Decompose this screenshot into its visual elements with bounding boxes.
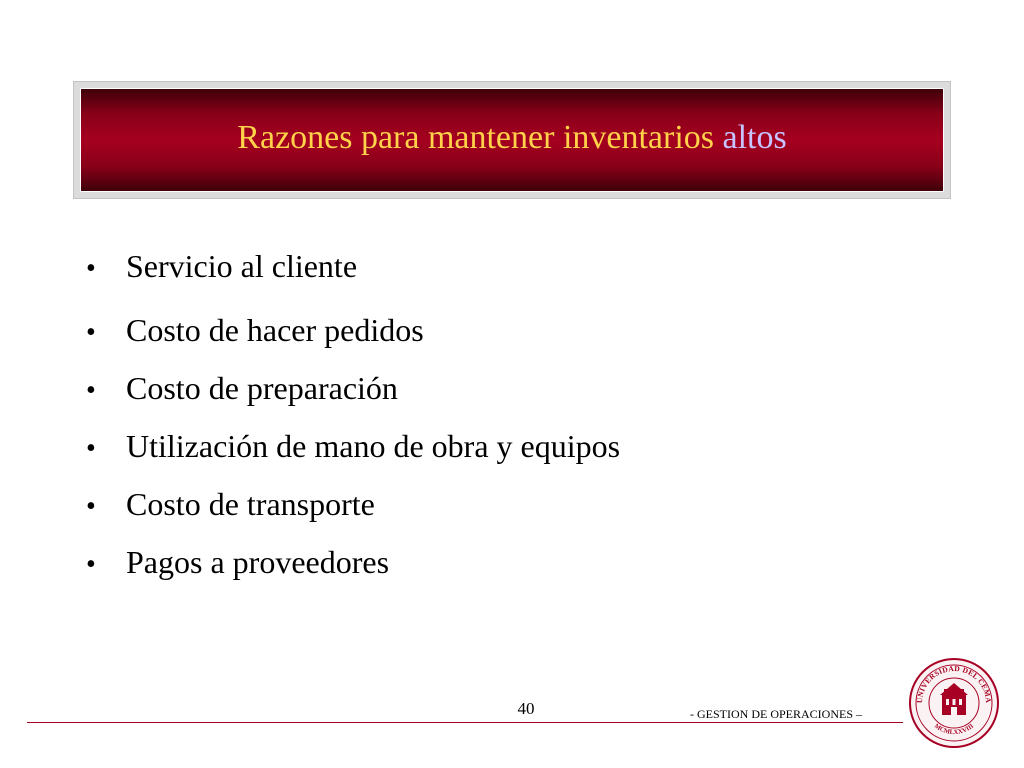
title-bar: [80, 88, 944, 192]
bullet-item: [86, 304, 620, 362]
bullet-icon: •: [86, 253, 96, 284]
seal-text-bottom: MCMLXXVIII: [932, 722, 976, 737]
bullet-list: [86, 240, 620, 594]
bullet-text: Costo de transporte: [126, 486, 375, 522]
bullet-text: Pagos a proveedores: [126, 544, 390, 580]
bullet-icon: •: [86, 433, 96, 464]
bullet-icon: •: [86, 549, 96, 580]
bullet-item: [86, 362, 620, 420]
seal-text-top: UNIVERSIDAD DEL CEMA: [914, 663, 994, 704]
bullet-item: [86, 420, 620, 478]
bullet-text: Utilización de mano de obra y equipos: [126, 428, 621, 464]
university-seal-icon: [908, 657, 1000, 749]
slide-title: [237, 119, 786, 157]
title-frame: [73, 81, 951, 199]
bullet-item: [86, 240, 620, 304]
bullet-item: [86, 536, 620, 594]
bullet-icon: •: [86, 491, 96, 522]
bullet-text: Costo de hacer pedidos: [126, 312, 424, 348]
page-number: 40: [517, 699, 535, 718]
slide-title-highlight: altos: [722, 119, 787, 156]
slide-title-main: Razones para mantener inventarios: [237, 119, 715, 156]
footer-divider: [27, 722, 903, 723]
bullet-text: Servicio al cliente: [126, 248, 358, 284]
bullet-icon: •: [86, 317, 96, 348]
bullet-icon: •: [86, 375, 96, 406]
bullet-text: Costo de preparación: [126, 370, 398, 406]
bullet-item: [86, 478, 620, 536]
footer-label: - GESTION DE OPERACIONES –: [690, 707, 862, 721]
